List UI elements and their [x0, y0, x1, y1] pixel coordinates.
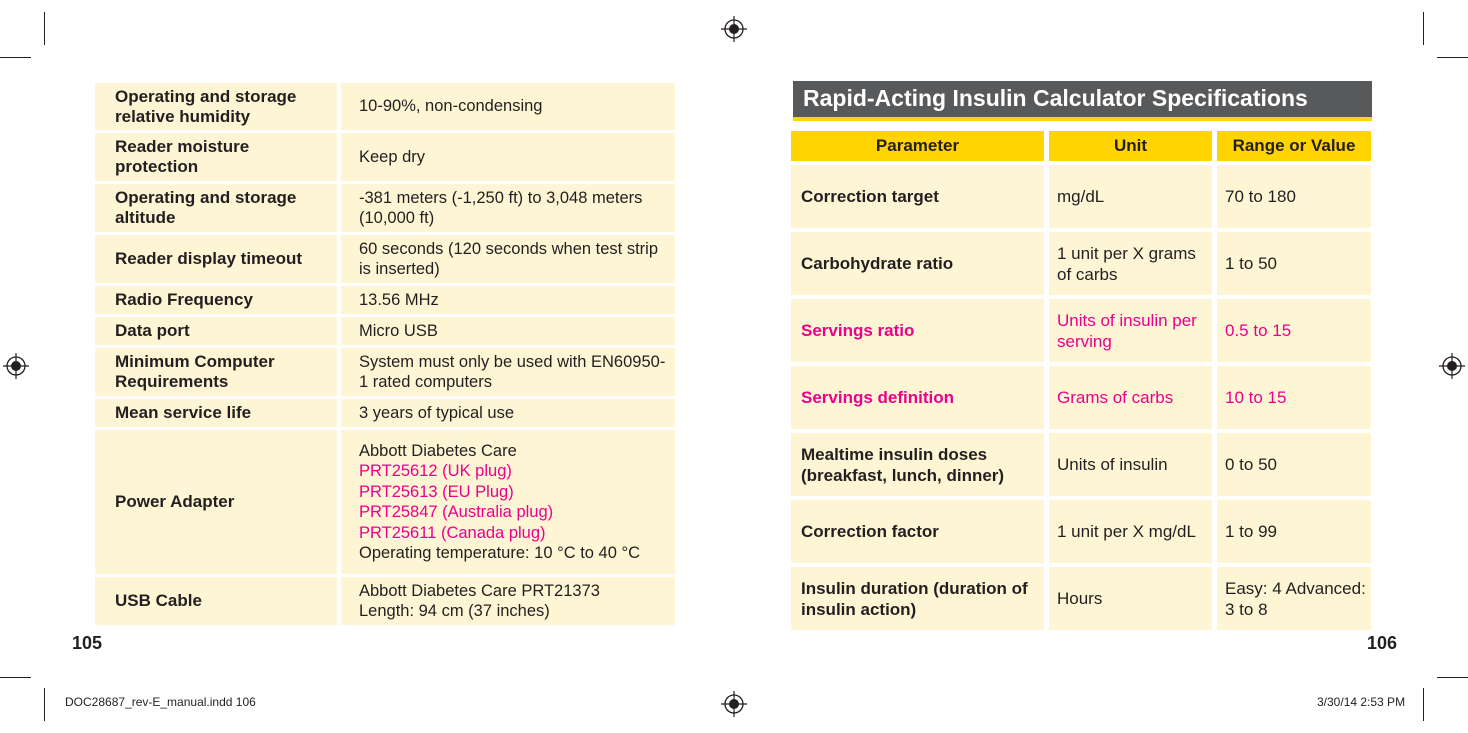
spec-value	[341, 348, 675, 396]
header-parameter: Parameter	[791, 131, 1044, 161]
spec-label: Data port	[95, 317, 337, 345]
table-header	[791, 131, 1371, 161]
cell-range: Easy: 4 Advanced: 3 to 8	[1217, 567, 1371, 630]
header-unit: Unit	[1049, 131, 1212, 161]
crop-mark	[1423, 12, 1424, 45]
registration-mark-icon	[721, 691, 747, 717]
spec-value-line: Abbott Diabetes Care PRT21373	[359, 581, 600, 600]
spec-value-line: -381 meters (-1,250 ft) to 3,048 meters (10,000 ft)	[359, 188, 643, 227]
cell-range: 0.5 to 15	[1217, 299, 1371, 362]
table-row	[95, 430, 675, 574]
table-row	[791, 433, 1371, 496]
spec-value-line: Operating temperature: 10 °C to 40 °C	[359, 544, 641, 562]
spec-value	[341, 430, 675, 574]
calculator-specifications-table	[791, 131, 1371, 634]
spec-value-line: Keep dry	[359, 147, 426, 166]
crop-mark	[44, 12, 45, 45]
cell-unit: 1 unit per X mg/dL	[1049, 500, 1212, 563]
cell-range: 1 to 99	[1217, 500, 1371, 563]
table-row	[95, 133, 675, 181]
table-row	[95, 184, 675, 232]
spec-value-line: PRT25847 (Australia plug)	[359, 503, 554, 521]
cell-unit: Grams of carbs	[1049, 366, 1212, 429]
spec-value-line: 3 years of typical use	[359, 403, 514, 422]
crop-mark	[1437, 57, 1468, 58]
cell-unit: Units of insulin	[1049, 433, 1212, 496]
cell-range: 0 to 50	[1217, 433, 1371, 496]
spec-value-line: System must only be used with EN60950-1 rated computers	[359, 352, 666, 391]
table-row	[95, 83, 675, 130]
cell-range: 10 to 15	[1217, 366, 1371, 429]
spec-value	[341, 184, 675, 232]
cell-range: 70 to 180	[1217, 165, 1371, 228]
spec-value-line: PRT25613 (EU Plug)	[359, 482, 514, 501]
table-row	[95, 317, 675, 345]
crop-mark	[1423, 688, 1424, 721]
table-row	[95, 235, 675, 283]
specifications-table	[95, 83, 675, 628]
spec-label: Reader display timeout	[95, 235, 337, 283]
file-slug: DOC28687_rev-E_manual.indd 106	[65, 695, 256, 709]
registration-mark-icon	[3, 353, 29, 379]
spec-value-line: PRT25612 (UK plug)	[359, 462, 512, 480]
date-slug: 3/30/14 2:53 PM	[1317, 695, 1406, 709]
cell-parameter: Servings definition	[791, 366, 1044, 429]
spec-value-line: 13.56 MHz	[359, 290, 439, 309]
section-title: Rapid-Acting Insulin Calculator Specifications	[793, 81, 1372, 117]
spec-label: Power Adapter	[95, 430, 337, 574]
cell-parameter: Servings ratio	[791, 299, 1044, 362]
spec-value	[341, 399, 675, 427]
cell-unit: Units of insulin per serving	[1049, 299, 1212, 362]
spec-label: Mean service life	[95, 399, 337, 427]
table-row	[95, 577, 675, 625]
spec-value	[341, 235, 675, 283]
spec-value-line: Micro USB	[359, 321, 438, 340]
cell-parameter: Correction target	[791, 165, 1044, 228]
spec-value-line: Abbott Diabetes Care	[359, 441, 517, 460]
spec-label: USB Cable	[95, 577, 337, 625]
spec-label: Operating and storage altitude	[95, 184, 337, 232]
registration-mark-icon	[1439, 353, 1465, 379]
spec-label: Operating and storage relative humidity	[95, 83, 337, 130]
registration-mark-icon	[721, 16, 747, 42]
cell-parameter: Insulin duration (duration of insulin action)	[791, 567, 1044, 630]
cell-parameter: Carbohydrate ratio	[791, 232, 1044, 295]
cell-parameter: Correction factor	[791, 500, 1044, 563]
title-underline	[793, 117, 1372, 121]
cell-unit: Hours	[1049, 567, 1212, 630]
table-body	[791, 165, 1371, 630]
spec-value-line: PRT25611 (Canada plug)	[359, 523, 546, 542]
table-row	[95, 348, 675, 396]
spec-value	[341, 286, 675, 314]
table-row	[791, 165, 1371, 228]
spec-value	[341, 317, 675, 345]
page-number-left: 105	[72, 633, 103, 653]
crop-mark	[0, 677, 31, 678]
crop-mark	[44, 688, 45, 721]
table-row	[791, 366, 1371, 429]
spec-value	[341, 577, 675, 625]
spec-value	[341, 83, 675, 130]
crop-mark	[0, 57, 31, 58]
table-row	[791, 232, 1371, 295]
spec-label: Radio Frequency	[95, 286, 337, 314]
spec-value-line: Length: 94 cm (37 inches)	[359, 602, 550, 620]
header-range: Range or Value	[1217, 131, 1371, 161]
spec-value-line: 10-90%, non-condensing	[359, 97, 543, 116]
cell-unit: mg/dL	[1049, 165, 1212, 228]
table-row	[791, 567, 1371, 630]
table-row	[95, 399, 675, 427]
spec-value	[341, 133, 675, 181]
cell-range: 1 to 50	[1217, 232, 1371, 295]
crop-mark	[1437, 677, 1468, 678]
table-row	[791, 299, 1371, 362]
spec-value-line: 60 seconds (120 seconds when test strip is inserted)	[359, 239, 659, 278]
page-number-right: 106	[1367, 633, 1398, 653]
spec-label: Minimum Computer Requirements	[95, 348, 337, 396]
spec-label: Reader moisture protection	[95, 133, 337, 181]
table-row	[95, 286, 675, 314]
cell-unit: 1 unit per X grams of carbs	[1049, 232, 1212, 295]
table-row	[791, 500, 1371, 563]
cell-parameter: Mealtime insulin doses (breakfast, lunch, dinner)	[791, 433, 1044, 496]
